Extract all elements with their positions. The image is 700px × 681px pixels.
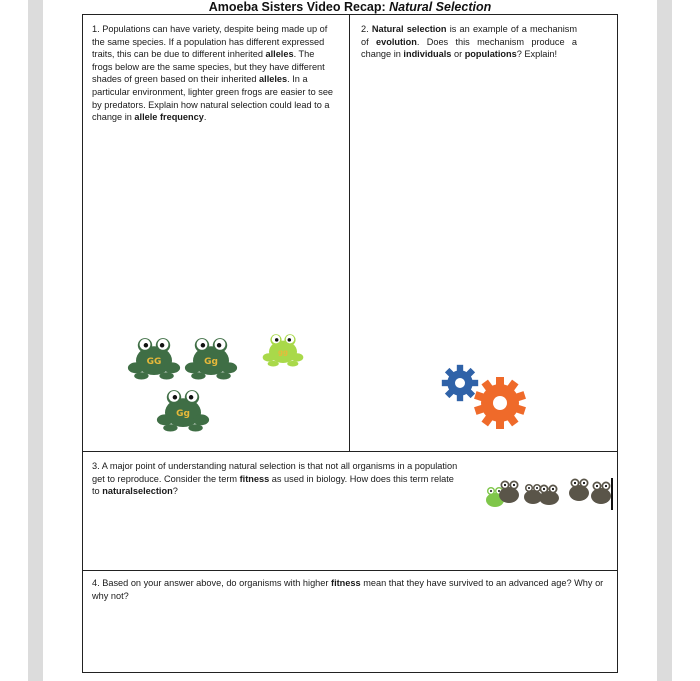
question-4-text: 4. Based on your answer above, do organisms with higher fitness mean that they have survived to an advanced age? Why or why not? xyxy=(92,578,604,601)
question-1-box xyxy=(82,14,350,452)
frog-light-gg-icon xyxy=(262,329,304,369)
term-natural-selection: naturalselection xyxy=(102,486,173,497)
term-alleles: alleles xyxy=(265,49,294,60)
frog-population-illustration xyxy=(483,470,613,510)
term-evolution: evolution xyxy=(375,36,417,47)
question-1-text: 1. Populations can have variety, despite being made up of the same species. If a population has different expressed traits, this can be due to different inherited alleles. The frogs below are the same species, but they have different shades of green based on their inherited alleles. In a particular environment, lighter green frogs are easier to see by predators. Explain how natural selection could lead to a change in allele frequency. xyxy=(92,24,334,123)
left-page-margin xyxy=(28,0,43,681)
gear-orange-icon xyxy=(472,375,528,431)
term-alleles: alleles xyxy=(259,74,288,85)
frog-genotype-label: gg xyxy=(277,348,289,357)
frog-genotype-label: Gg xyxy=(176,409,190,420)
page-title-emphasis: Natural Selection xyxy=(389,0,492,14)
question-3-text: 3. A major point of understanding natural selection is that not all organisms in a population get to reproduce. Consider the term fitness as used in biology. How does this term relate to naturalselection? xyxy=(92,461,458,497)
frog-dark-gg-icon xyxy=(156,385,210,433)
question-2-box xyxy=(349,14,618,452)
question-4-box xyxy=(82,570,618,673)
term-fitness: fitness xyxy=(331,578,361,588)
term-populations: populations xyxy=(464,49,517,60)
frog-dark-gg-icon xyxy=(184,333,238,381)
question-3-box xyxy=(82,451,618,571)
frog-genotype-label: GG xyxy=(146,357,162,368)
frog-genotype-label: Gg xyxy=(204,357,218,368)
question-2-text: 2. Natural selection is an example of a mechanism of evolution. Does this mechanism produce a change in individuals or populations? Explain! xyxy=(361,24,577,60)
frog-dark-gg-icon xyxy=(127,333,181,381)
term-fitness: fitness xyxy=(239,473,270,484)
term-allele-frequency: allele frequency xyxy=(134,112,204,123)
term-individuals: individuals xyxy=(403,49,452,60)
term-natural-selection: Natural selection xyxy=(371,24,447,34)
right-page-margin xyxy=(657,0,672,681)
page-title: Amoeba Sisters Video Recap: Natural Selection xyxy=(208,0,492,14)
